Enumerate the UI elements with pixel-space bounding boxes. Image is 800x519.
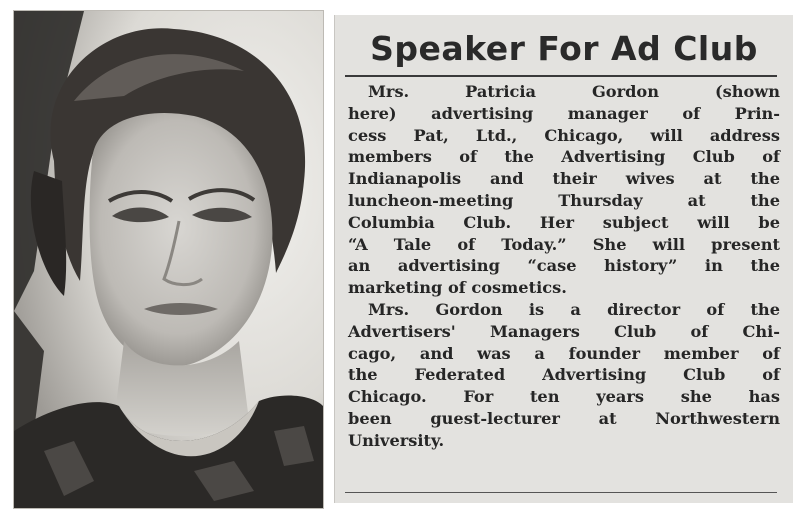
article-line: the Federated Advertising Club of	[348, 365, 780, 385]
article-line: Indianapolis and their wives at the	[348, 169, 780, 189]
article-line: Chicago. For ten years she has	[348, 387, 780, 407]
portrait-photo	[13, 10, 324, 509]
article-line: marketing of cosmetics.	[348, 278, 567, 298]
headline-rule	[345, 75, 777, 77]
article-line: cago, and was a founder member of	[348, 343, 780, 363]
bottom-rule	[345, 492, 777, 493]
article-line: cess Pat, Ltd., Chicago, will address	[348, 125, 780, 145]
article-line: Advertisers' Managers Club of Chi-	[348, 321, 780, 341]
article-line: luncheon-meeting Thursday at the	[348, 190, 780, 210]
portrait-image	[14, 11, 323, 508]
article-line: been guest-lecturer at Northwestern	[348, 408, 780, 428]
article-body	[348, 81, 780, 452]
article-line: “A Tale of Today.” She will present	[348, 234, 780, 254]
article-line: Mrs. Patricia Gordon (shown	[368, 82, 780, 101]
article-line: Mrs. Gordon is a director of the	[368, 299, 780, 319]
article-line: members of the Advertising Club of	[348, 147, 780, 167]
article-line: an advertising “case history” in the	[348, 256, 780, 276]
article-line: Columbia Club. Her subject will be	[348, 212, 780, 232]
article-line: University.	[348, 430, 445, 450]
headline: Speaker For Ad Club	[370, 29, 758, 68]
article-line: here) advertising manager of Prin-	[348, 103, 780, 123]
newspaper-clipping	[334, 15, 793, 503]
